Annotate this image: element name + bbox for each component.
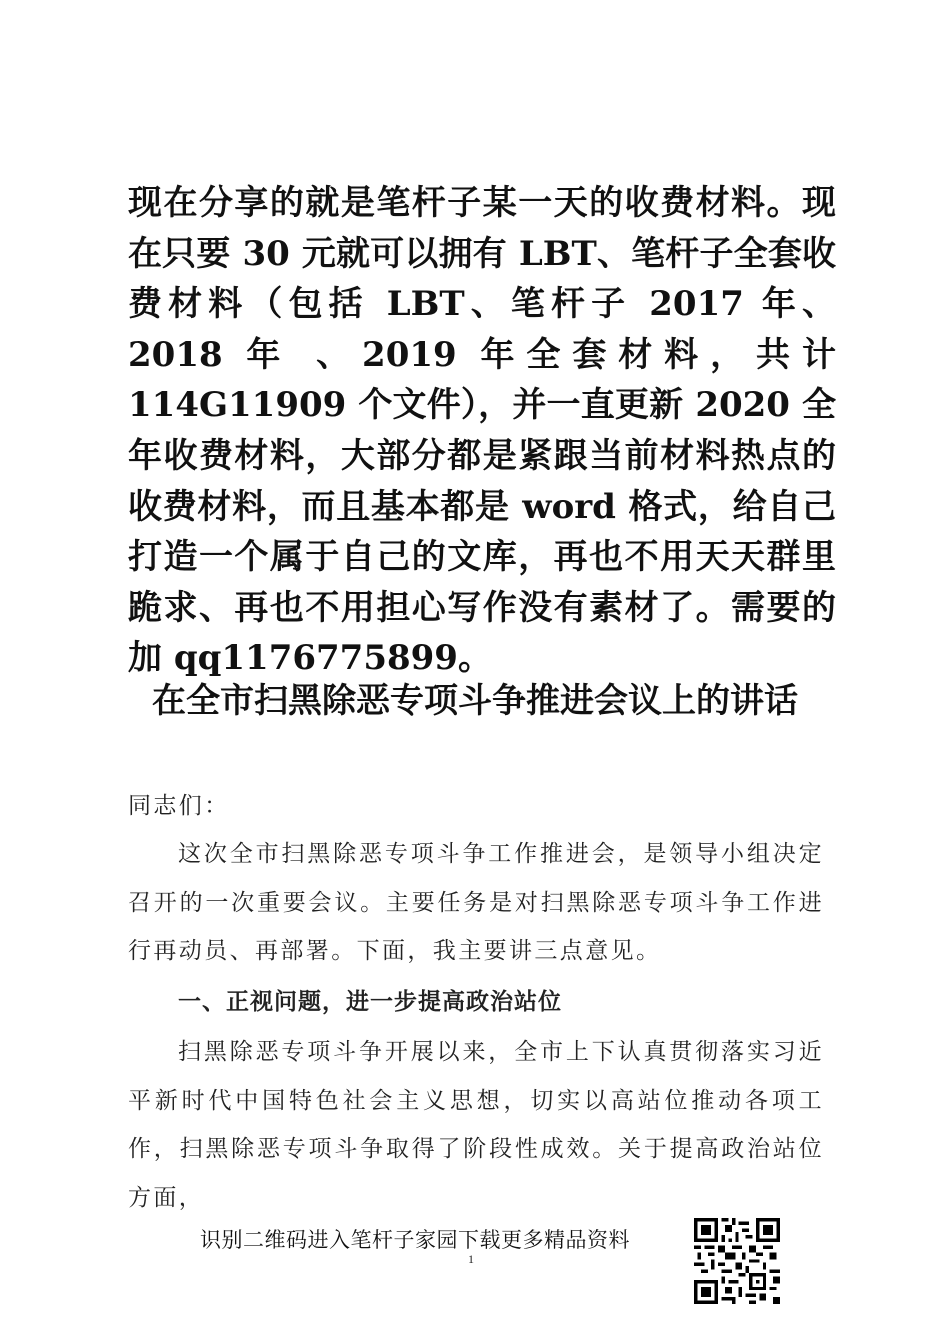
qr-code-icon[interactable] [694,1218,780,1304]
salutation: 同志们： [128,793,230,819]
body-paragraph-2: 扫黑除恶专项斗争开展以来，全市上下认真贯彻落实习近平新时代中国特色社会主义思想，切实以高站位推动各项工作，扫黑除恶专项斗争取得了阶段性成效。关于提高政治站位方面， [128,1039,824,1211]
footer-note: 识别二维码进入笔杆子家园下载更多精品资料 [200,1228,630,1252]
body-paragraph-1: 这次全市扫黑除恶专项斗争工作推进会，是领导小组决定召开的一次重要会议。主要任务是对扫黑除恶专项斗争工作进行再动员、再部署。下面，我主要讲三点意见。 [128,841,824,964]
section-heading-1: 一、正视问题，进一步提高政治站位 [178,989,562,1015]
promo-paragraph: 现在分享的就是笔杆子某一天的收费材料。现在只要 30 元就可以拥有 LBT、笔杆子全套收费材料（包括 LBT、笔杆子 2017 年、2018 年 、2019 年全套材料，共计 114G11909 个文件），并一直更新 2020 全年收费材料，大部分都是紧跟当前材料热点的收费材料，而且基本都是 word 格式，给自己打造一个属于自己的文库，再也不用天天群里跪求、再也不用担心写作没有素材了。需要的加 qq1176775899。 [128,183,836,679]
document-title: 在全市扫黑除恶专项斗争推进会议上的讲话 [152,681,798,721]
page-number: 1 [468,1252,474,1266]
